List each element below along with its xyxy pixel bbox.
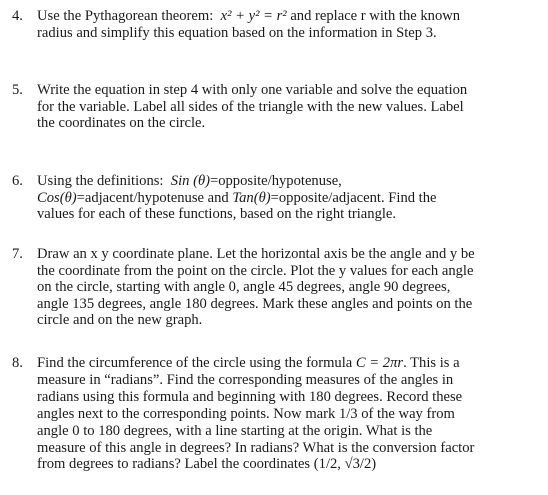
step-number: 4. [12, 8, 23, 24]
tan-function: Tan(θ) [232, 189, 271, 206]
step-number: 6. [12, 173, 23, 189]
text-segment: Using the definitions: [37, 173, 164, 189]
text-segment: =adjacent/hypotenuse and [76, 189, 229, 206]
text-segment: Use the Pythagorean theorem: [37, 8, 214, 24]
coordinate-label: (1/2, √3/2) [313, 456, 377, 473]
text-line: angle 0 to 180 degrees, with a line starting at the origin. What is the [37, 422, 433, 439]
text-line: radians using this formula and beginning with 180 degrees. Record these [37, 388, 463, 405]
circumference-formula: C = 2πr [355, 355, 404, 371]
step-6 [12, 173, 540, 223]
text-segment: =opposite/adjacent. Find the [270, 189, 437, 206]
text-line: the coordinates on the circle. [37, 115, 206, 132]
step-number: 8. [12, 355, 23, 371]
step-7 [12, 246, 540, 329]
step-5 [12, 82, 540, 132]
text-line: Write the equation in step 4 with only one variable and solve the equation [37, 82, 468, 98]
text-line: for the variable. Label all sides of the triangle with the new values. Label [37, 98, 464, 115]
step-8 [12, 355, 540, 473]
step-4 [12, 8, 540, 41]
step-number: 7. [12, 246, 23, 262]
pythagorean-equation: x² + y² = r² [220, 8, 287, 24]
text-line: angles next to the corresponding points. Now mark 1/3 of the way from [37, 405, 455, 422]
step-text [37, 355, 540, 473]
text-line: Draw an x y coordinate plane. Let the horizontal axis be the angle and y be [37, 246, 475, 262]
cos-function: Cos(θ) [37, 189, 77, 206]
step-number: 5. [12, 82, 23, 98]
text-segment: =opposite/hypotenuse, [209, 173, 342, 189]
text-line: on the circle, starting with angle 0, angle 45 degrees, angle 90 degrees, [37, 279, 451, 296]
text-segment: radius and simplify this equation based on the information in Step 3. [37, 24, 437, 41]
step-text [37, 173, 540, 223]
text-line: measure of this angle in degrees? In radians? What is the conversion factor [37, 439, 475, 456]
step-text [37, 8, 540, 41]
sin-function: Sin (θ) [170, 173, 210, 189]
text-line: circle and on the new graph. [37, 312, 203, 329]
text-line: values for each of these functions, based on the right triangle. [37, 206, 397, 223]
text-segment: Find the circumference of the circle using the formula [37, 355, 353, 371]
text-segment: from degrees to radians? Label the coordinates [37, 456, 311, 473]
text-line: the coordinate from the point on the circle. Plot the y values for each angle [37, 262, 474, 279]
text-segment: . This is a [403, 355, 460, 371]
text-line: angle 135 degrees, angle 180 degrees. Mark these angles and points on the [37, 295, 473, 312]
text-segment: and replace r with the known [290, 8, 461, 24]
step-text [37, 82, 540, 132]
text-line: measure in “radians”. Find the corresponding measures of the angles in [37, 371, 454, 388]
step-text [37, 246, 540, 329]
